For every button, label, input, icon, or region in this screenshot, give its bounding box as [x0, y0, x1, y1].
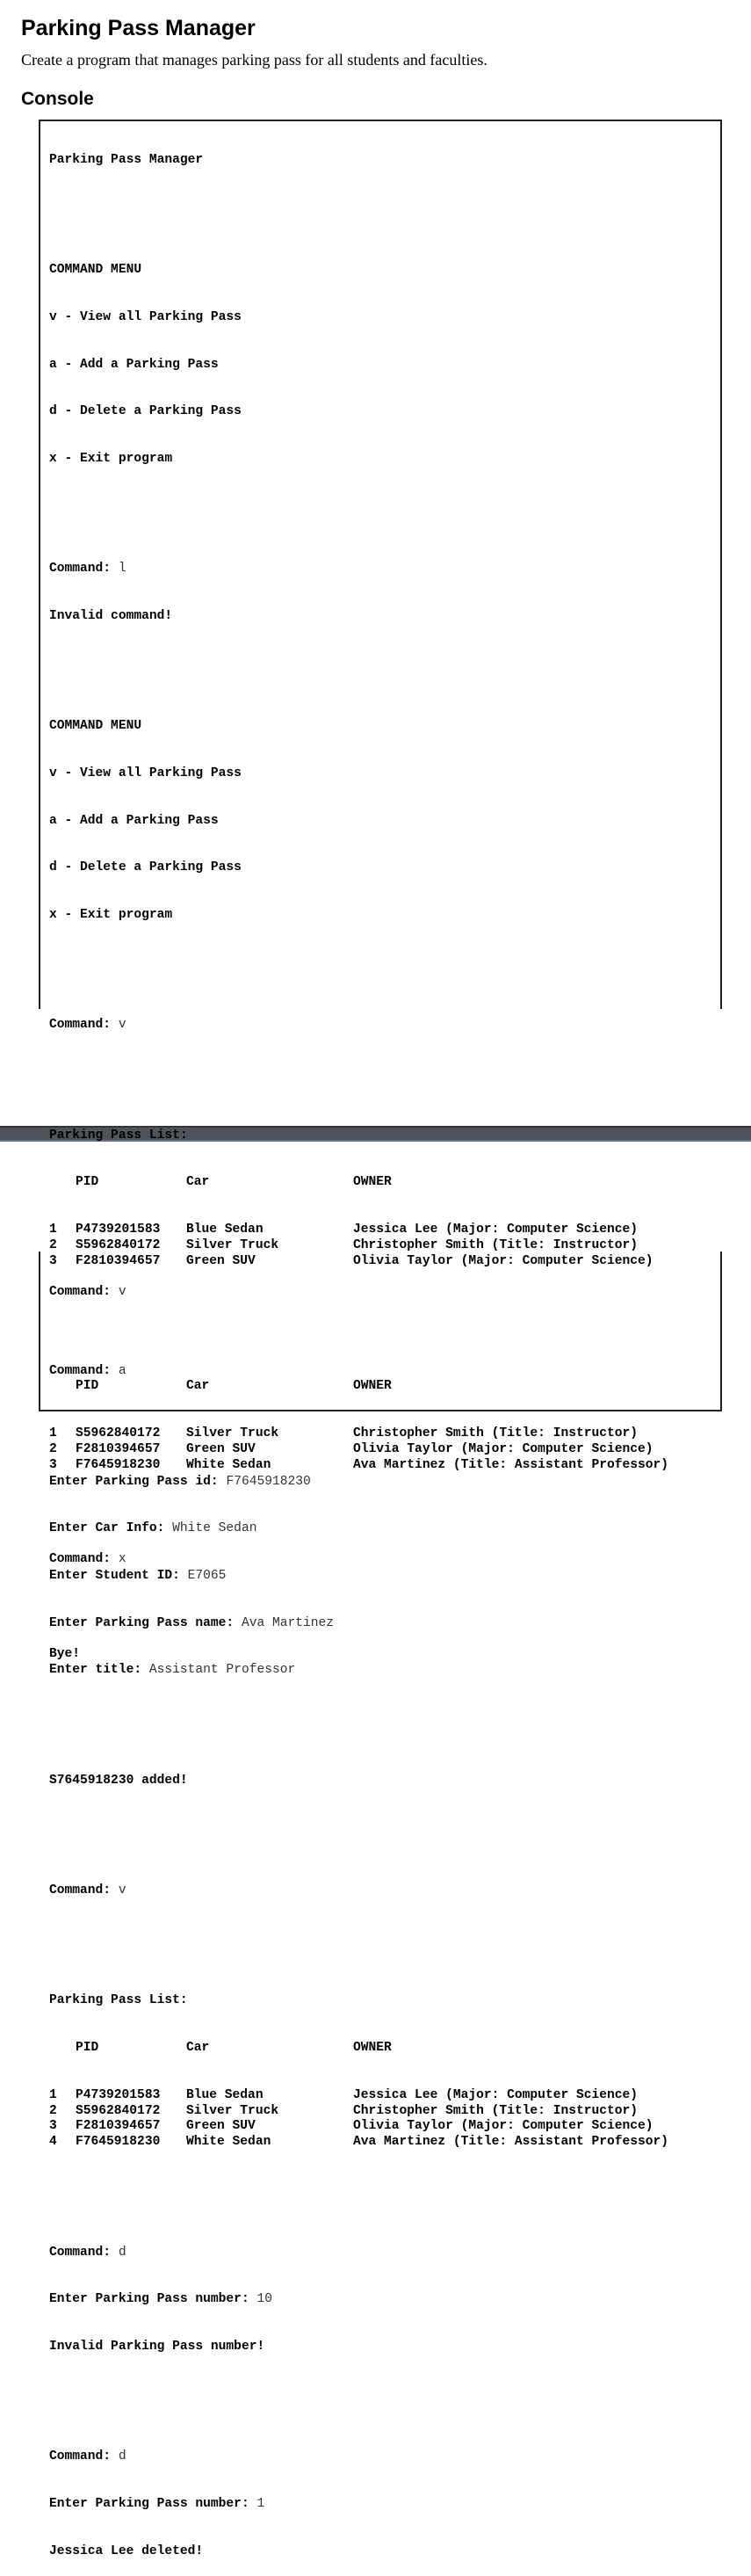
menu-item: d - Delete a Parking Pass	[49, 404, 242, 419]
menu-item: d - Delete a Parking Pass	[49, 860, 242, 875]
page-description: Create a program that manages parking pass for all students and faculties.	[21, 51, 487, 69]
menu-title: COMMAND MENU	[49, 719, 142, 734]
command-prompt: Command:	[49, 1364, 119, 1379]
command-line	[49, 1018, 668, 1034]
command-input: v	[118, 1883, 126, 1898]
list-cell-num: 3	[49, 2119, 57, 2134]
list-cell-pid: F2810394657	[76, 1253, 161, 1268]
list-item	[49, 2119, 668, 2135]
command-input: l	[118, 562, 126, 577]
list-cell-car: Blue Sedan	[186, 2087, 264, 2102]
parking-pass-list	[49, 1426, 668, 1474]
command-line	[49, 2246, 668, 2261]
list-cell-num: 1	[49, 1426, 57, 1440]
added-message: S7645918230 added!	[49, 1773, 188, 1788]
menu-item: v - View all Parking Pass	[49, 309, 242, 324]
column-header-car: Car	[186, 1175, 210, 1190]
list-cell-owner: Jessica Lee (Major: Computer Science)	[353, 1223, 639, 1237]
list-item	[49, 2104, 668, 2120]
add-prompt-student: Enter Student ID: E7065	[49, 1568, 227, 1583]
error-message: Invalid Parking Pass number!	[49, 2340, 265, 2355]
list-cell-owner: Olivia Taylor (Major: Computer Science)	[353, 1253, 654, 1268]
menu-item: a - Add a Parking Pass	[49, 813, 219, 828]
command-input: d	[118, 2449, 126, 2464]
delete-prompt-line: Enter Parking Pass number: 1	[49, 2497, 265, 2512]
column-header-owner: OWNER	[353, 1175, 392, 1190]
command-prompt: Command:	[49, 2449, 119, 2464]
command-prompt: Command:	[49, 1883, 119, 1898]
command-prompt: Command:	[49, 1552, 119, 1567]
list-cell-owner: Christopher Smith (Title: Instructor)	[353, 1426, 639, 1440]
column-header-pid: PID	[76, 1175, 99, 1190]
parking-pass-list	[49, 2088, 668, 2152]
list-cell-num: 1	[49, 2087, 57, 2102]
list-item	[49, 1223, 668, 1238]
delete-prompt-line: Enter Parking Pass number: 10	[49, 2292, 272, 2307]
command-input: x	[118, 1552, 126, 1567]
menu-item: x - Exit program	[49, 908, 173, 923]
list-cell-car: Green SUV	[186, 1441, 256, 1456]
command-line	[49, 1883, 668, 1899]
list-cell-owner: Christopher Smith (Title: Instructor)	[353, 1238, 639, 1252]
list-header-row	[49, 1175, 668, 1191]
page-title: Parking Pass Manager	[21, 16, 256, 40]
command-prompt: Command:	[49, 1284, 119, 1299]
command-line	[49, 1285, 668, 1301]
list-cell-pid: P4739201583	[76, 2087, 161, 2102]
command-prompt: Command:	[49, 1018, 119, 1033]
list-cell-num: 3	[49, 1457, 57, 1472]
list-cell-pid: S5962840172	[76, 2103, 161, 2118]
console-output-continued	[49, 1253, 668, 1678]
list-cell-car: White Sedan	[186, 1457, 271, 1472]
add-prompt-car: Enter Car Info: White Sedan	[49, 1521, 257, 1536]
list-cell-owner: Christopher Smith (Title: Instructor)	[353, 2103, 639, 2118]
column-header-pid: PID	[76, 1379, 99, 1394]
column-header-owner: OWNER	[353, 2040, 392, 2055]
list-cell-pid: F2810394657	[76, 1441, 161, 1456]
add-prompt-name: Enter Parking Pass name: Ava Martinez	[49, 1615, 335, 1630]
list-cell-car: Silver Truck	[186, 1426, 279, 1440]
list-cell-num: 2	[49, 2103, 57, 2118]
list-cell-pid: F7645918230	[76, 2135, 161, 2150]
list-item	[49, 2088, 668, 2104]
list-cell-pid: F7645918230	[76, 1457, 161, 1472]
list-cell-owner: Ava Martinez (Title: Assistant Professor)	[353, 2135, 669, 2150]
list-cell-num: 2	[49, 1238, 57, 1252]
list-cell-car: Silver Truck	[186, 1238, 279, 1252]
list-cell-num: 4	[49, 2135, 57, 2150]
list-cell-pid: S5962840172	[76, 1238, 161, 1252]
list-item	[49, 1442, 668, 1458]
list-cell-num: 3	[49, 1253, 57, 1268]
command-input: d	[118, 2245, 126, 2260]
list-title: Parking Pass List:	[49, 1128, 188, 1143]
command-prompt: Command:	[49, 2245, 119, 2260]
list-cell-car: Green SUV	[186, 1253, 256, 1268]
list-header-row	[49, 1379, 668, 1395]
list-item	[49, 1426, 668, 1442]
console-program-title: Parking Pass Manager	[49, 152, 204, 167]
menu-item: a - Add a Parking Pass	[49, 357, 219, 372]
menu-item: v - View all Parking Pass	[49, 766, 242, 780]
list-cell-owner: Olivia Taylor (Major: Computer Science)	[353, 1441, 654, 1456]
command-line	[49, 562, 668, 577]
list-item	[49, 1238, 668, 1254]
command-input: a	[118, 1364, 126, 1379]
command-input: v	[118, 1018, 126, 1033]
list-header-row	[49, 2041, 668, 2057]
list-cell-num: 1	[49, 1223, 57, 1237]
list-cell-pid: F2810394657	[76, 2119, 161, 2134]
command-line	[49, 1552, 668, 1568]
list-cell-car: White Sedan	[186, 2135, 271, 2150]
add-prompt-title: Enter title: Assistant Professor	[49, 1663, 296, 1678]
list-cell-owner: Ava Martinez (Title: Assistant Professor)	[353, 1457, 669, 1472]
menu-title: COMMAND MENU	[49, 263, 142, 278]
list-cell-num: 2	[49, 1441, 57, 1456]
column-header-owner: OWNER	[353, 1379, 392, 1394]
command-input: v	[118, 1284, 126, 1299]
command-prompt: Command:	[49, 562, 119, 577]
list-cell-pid: S5962840172	[76, 1426, 161, 1440]
deleted-message: Jessica Lee deleted!	[49, 2543, 204, 2558]
section-heading-console: Console	[21, 89, 94, 109]
error-message: Invalid command!	[49, 608, 173, 623]
list-item	[49, 1458, 668, 1474]
list-cell-owner: Olivia Taylor (Major: Computer Science)	[353, 2119, 654, 2134]
list-cell-car: Silver Truck	[186, 2103, 279, 2118]
list-cell-pid: P4739201583	[76, 1223, 161, 1237]
list-item	[49, 2135, 668, 2151]
list-cell-car: Green SUV	[186, 2119, 256, 2134]
column-header-car: Car	[186, 2040, 210, 2055]
list-cell-car: Blue Sedan	[186, 1223, 264, 1237]
command-line	[49, 2449, 668, 2465]
list-title: Parking Pass List:	[49, 1993, 188, 2008]
bye-message: Bye!	[49, 1646, 81, 1661]
add-prompt-id: Enter Parking Pass id: F7645918230	[49, 1474, 311, 1489]
column-header-car: Car	[186, 1379, 210, 1394]
menu-item: x - Exit program	[49, 451, 173, 466]
list-cell-owner: Jessica Lee (Major: Computer Science)	[353, 2087, 639, 2102]
column-header-pid: PID	[76, 2040, 99, 2055]
